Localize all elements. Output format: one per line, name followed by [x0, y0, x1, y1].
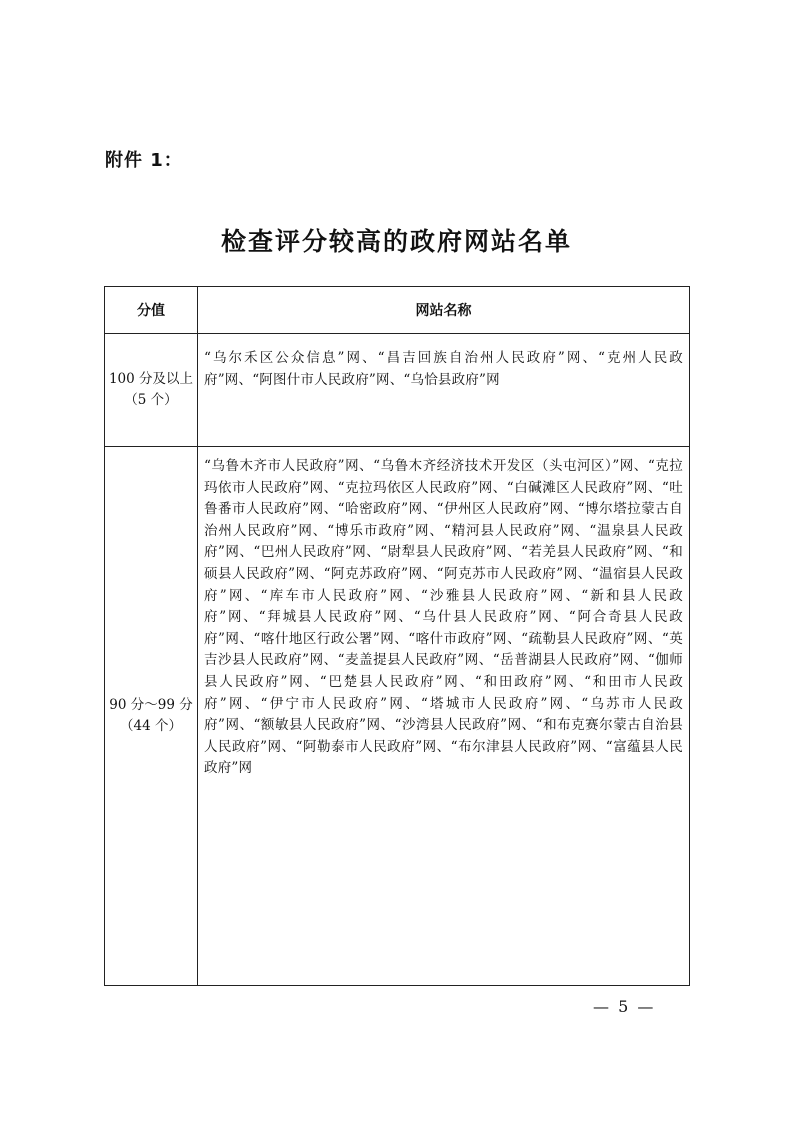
score-range: 100 分及以上	[108, 371, 194, 387]
table-row	[105, 334, 690, 447]
header-site-name: 网站名称	[198, 287, 690, 334]
table-row	[105, 447, 690, 986]
attachment-label: 附件 1：	[105, 150, 183, 171]
page-number: — 5 —	[593, 997, 656, 1016]
score-cell	[105, 447, 198, 986]
score-range: 90 分～99 分	[109, 697, 193, 713]
site-list: “乌尔禾区公众信息”网、“昌吉回族自治州人民政府”网、“克州人民政府”网、“阿图什市人民政府”网、“乌恰县政府”网	[198, 334, 690, 447]
website-score-table	[104, 286, 690, 986]
score-cell	[105, 334, 198, 447]
site-list: “乌鲁木齐市人民政府”网、“乌鲁木齐经济技术开发区（头屯河区）”网、“克拉玛依市人民政府”网、“克拉玛依区人民政府”网、“白碱滩区人民政府”网、“吐鲁番市人民政府”网、“哈密政府”网、“伊州区人民政府”网、“博尔塔拉蒙古自治州人民政府”网、“博乐市政府”网、“精河县人民政府”网、“温泉县人民政府”网、“巴州人民政府”网、“尉犁县人民政府”网、“若羌县人民政府”网、“和硕县人民政府”网、“阿克苏政府”网、“阿克苏市人民政府”网、“温宿县人民政府”网、“库车市人民政府”网、“沙雅县人民政府”网、“新和县人民政府”网、“拜城县人民政府”网、“乌什县人民政府”网、“阿合奇县人民政府”网、“喀什地区行政公署”网、“喀什市政府”网、“疏勒县人民政府”网、“英吉沙县人民政府”网、“麦盖提县人民政府”网、“岳普湖县人民政府”网、“伽师县人民政府”网、“巴楚县人民政府”网、“和田政府”网、“和田市人民政府”网、“伊宁市人民政府”网、“塔城市人民政府”网、“乌苏市人民政府”网、“额敏县人民政府”网、“沙湾县人民政府”网、“和布克赛尔蒙古自治县人民政府”网、“阿勒泰市人民政府”网、“布尔津县人民政府”网、“富蕴县人民政府”网	[198, 447, 690, 986]
document-title: 检查评分较高的政府网站名单	[220, 227, 572, 256]
header-score: 分值	[105, 287, 198, 334]
site-count: （44 个）	[120, 718, 182, 734]
site-count: （5 个）	[124, 392, 178, 408]
table-header-row	[105, 287, 690, 334]
